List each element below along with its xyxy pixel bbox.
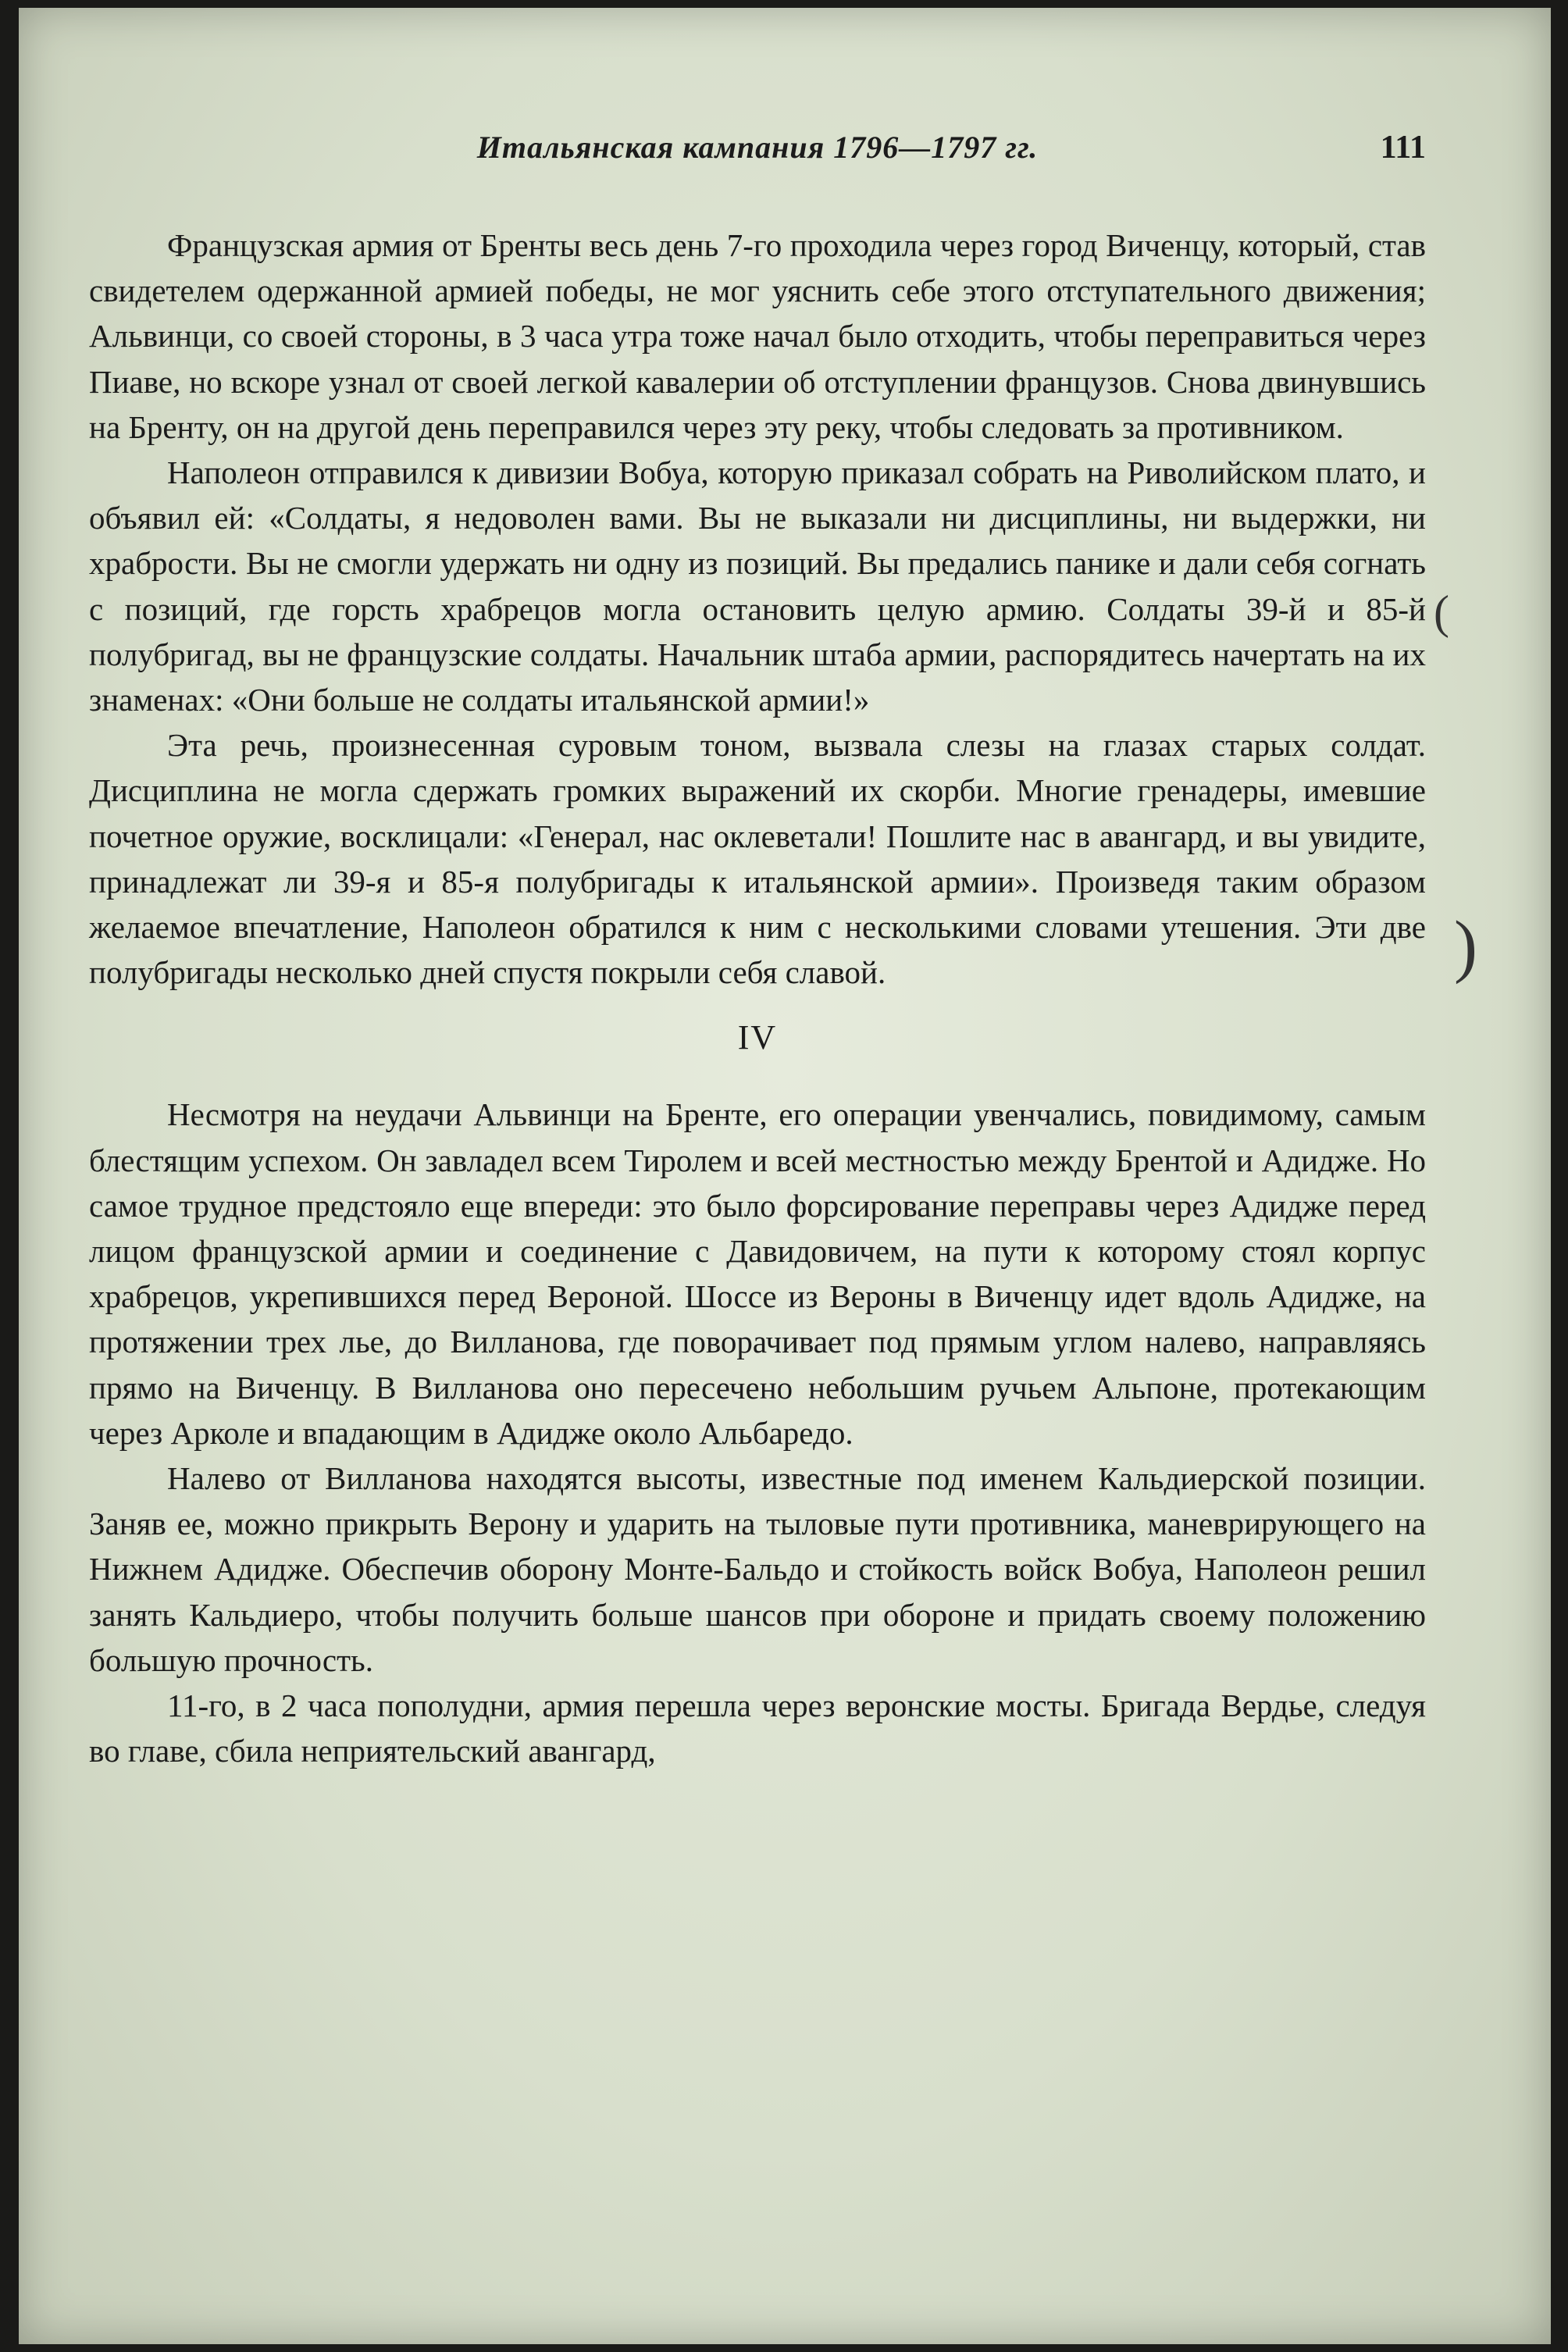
page-header xyxy=(89,129,1426,176)
page-number: 111 xyxy=(1380,130,1426,166)
paragraph: Налево от Вилланова находятся высоты, известные под именем Кальдиерской позиции. Заняв ее, можно прикрыть Верону и ударить на тыловые пути противника, маневрирующего на Нижнем Адидже. Обеспечив оборону Монте-Бальдо и стойкость войск Вобуа, Наполеон решил занять Кальдиеро, чтобы получить больше шансов при обороне и придать своему положению большую прочность. xyxy=(89,1460,1426,1678)
running-title: Итальянская кампания 1796—1797 гг. xyxy=(476,130,1039,165)
margin-pencil-mark: ( xyxy=(1434,586,1449,638)
section-heading: IV xyxy=(737,1018,778,1057)
book-page xyxy=(19,8,1551,2344)
paragraph: Наполеон отправился к дивизии Вобуа, которую приказал собрать на Риволийском плато, и объявил ей: «Солдаты, я недоволен вами. Вы не выказали ни дисциплины, ни выдержки, ни храбрости. Вы не смогли удержать ни одну из позиций. Вы предались панике и дали себя согнать с позиций, где горсть храбрецов могла остановить целую армию. Солдаты 39-й и 85-й полубригад, вы не французские солдаты. Начальник штаба армии, распорядитесь начертать на их знаменах: «Они больше не солдаты итальянской армии!» xyxy=(89,454,1426,718)
paragraph: Несмотря на неудачи Альвинци на Бренте, его операции увенчались, повидимому, самым блестящим успехом. Он завладел всем Тиролем и всей местностью между Брентой и Адидже. Но самое трудное предстояло еще впереди: это было форсирование переправы через Адидже перед лицом французской армии и соединение с Давидовичем, на пути к которому стоял корпус храбрецов, укрепившихся перед Вероной. Шоссе из Вероны в Виченцу идет вдоль Адидже, на протяжении трех лье, до Вилланова, где поворачивает под прямым углом налево, направляясь прямо на Виченцу. В Вилланова оно пересечено небольшим ручьем Альпоне, протекающим через Арколе и впадающим в Адидже около Альбаредо. xyxy=(89,1096,1426,1451)
body-text xyxy=(89,223,1426,1774)
paragraph: 11-го, в 2 часа пополудни, армия перешла через веронские мосты. Бригада Вердье, следуя во главе, сбила неприятельский авангард, xyxy=(89,1687,1426,1769)
paragraph: Французская армия от Бренты весь день 7-го проходила через город Виченцу, который, став свидетелем одержанной армией победы, не мог уяснить себе этого отступательного движения; Альвинци, со своей стороны, в 3 часа утра тоже начал было отходить, чтобы переправиться через Пиаве, но вскоре узнал от своей легкой кавалерии об отступлении французов. Снова двинувшись на Бренту, он на другой день переправился через эту реку, чтобы следовать за противником. xyxy=(89,227,1426,445)
margin-pencil-mark: ) xyxy=(1454,907,1477,985)
paragraph: Эта речь, произнесенная суровым тоном, вызвала слезы на глазах старых солдат. Дисциплина не могла сдержать громких выражений их скорби. Многие гренадеры, имевшие почетное оружие, восклицали: «Генерал, нас оклеветали! Пошлите нас в авангард, и вы увидите, принадлежат ли 39-я и 85-я полубригады к итальянской армии». Произведя таким образом желаемое впечатление, Наполеон обратился к ним с несколькими словами утешения. Эти две полубригады несколько дней спустя покрыли себя славой. xyxy=(89,727,1426,991)
